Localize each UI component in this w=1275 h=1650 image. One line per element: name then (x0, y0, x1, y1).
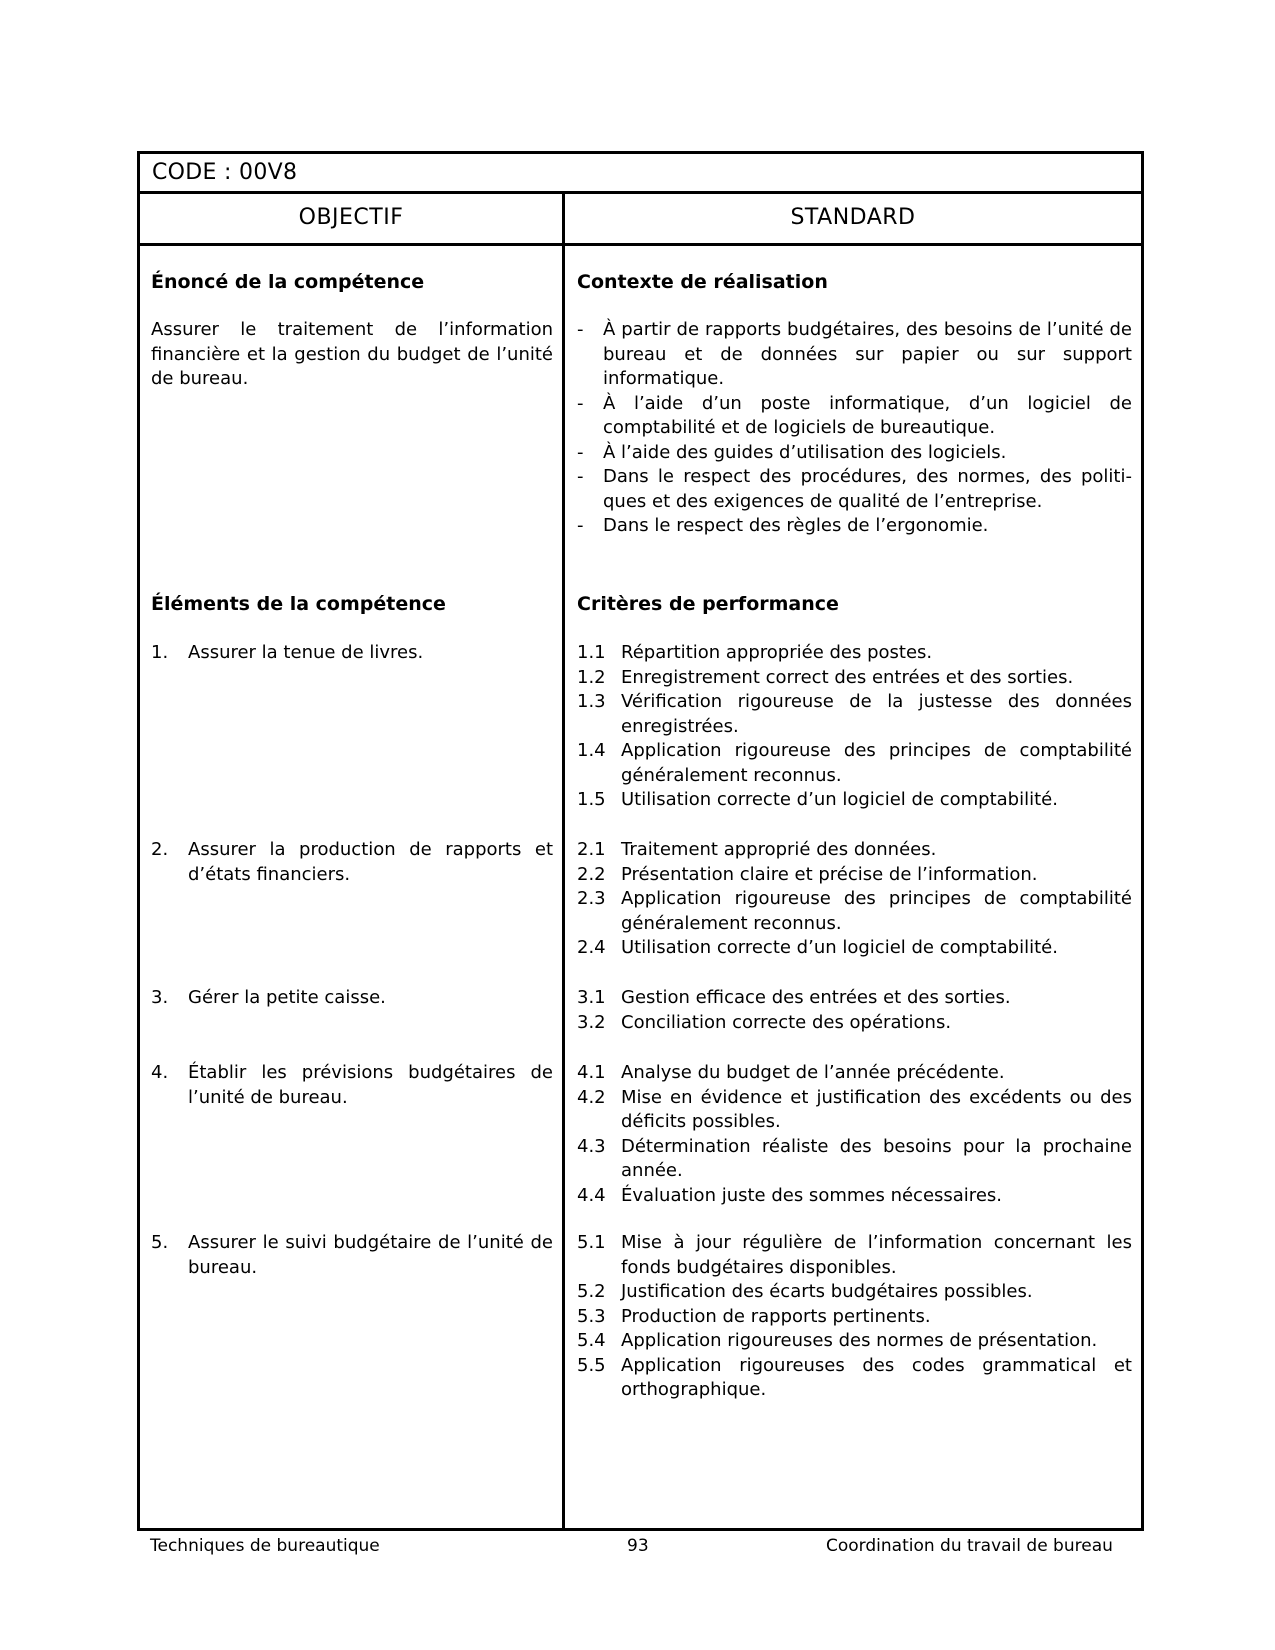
criteres-group-5 (577, 1231, 1132, 1403)
dash-bullet-icon: - (577, 515, 584, 536)
critere-number: 3.1 (577, 987, 606, 1008)
contexte-title: Contexte de réalisation (577, 271, 828, 293)
critere-number: 2.2 (577, 863, 606, 885)
element-text: Gérer la petite caisse. (188, 987, 386, 1008)
critere-item (577, 690, 1132, 739)
contexte-item (577, 441, 1132, 466)
critere-item (577, 666, 1132, 691)
elements-title: Éléments de la compétence (151, 593, 446, 615)
critere-number: 1.1 (577, 642, 606, 663)
critere-item (577, 739, 1132, 788)
critere-number: 4.2 (577, 1086, 606, 1108)
criteres-title: Critères de performance (577, 593, 839, 615)
critere-number: 4.1 (577, 1062, 606, 1083)
critere-item (577, 1280, 1132, 1305)
critere-text: Présentation claire et précise de l’information. (621, 863, 1038, 885)
element-text: Assurer la production de rapports et d’états financiers. (188, 839, 553, 885)
critere-text: Enregistrement correct des entrées et des sorties. (621, 666, 1074, 688)
critere-number: 1.3 (577, 691, 606, 712)
critere-item (577, 887, 1132, 936)
critere-item (577, 1011, 1132, 1036)
critere-number: 1.2 (577, 666, 606, 688)
critere-text: Traitement approprié des données. (621, 839, 937, 860)
element-number: 5. (151, 1232, 169, 1253)
critere-text: Application rigoureuses des normes de présentation. (621, 1330, 1098, 1351)
dash-bullet-icon: - (577, 466, 584, 487)
critere-item (577, 838, 1132, 863)
critere-text: Application rigoureuses des codes grammatical et orthographique. (621, 1354, 1132, 1400)
dash-bullet-icon: - (577, 392, 584, 414)
critere-number: 2.1 (577, 839, 606, 860)
page-number: 93 (627, 1536, 649, 1556)
critere-text: Évaluation juste des sommes nécessaires. (621, 1184, 1002, 1206)
critere-text: Analyse du budget de l’année précédente. (621, 1062, 1005, 1083)
critere-text: Répartition appropriée des postes. (621, 642, 933, 663)
contexte-item (577, 392, 1132, 441)
competency-table (137, 151, 1144, 1531)
critere-text: Conciliation correcte des opérations. (621, 1011, 952, 1033)
critere-number: 5.3 (577, 1305, 606, 1327)
critere-text: Utilisation correcte d’un logiciel de comptabilité. (621, 789, 1058, 810)
critere-item (577, 1061, 1132, 1086)
objectif-column (140, 246, 562, 1528)
standard-header: STANDARD (790, 205, 916, 230)
critere-text: Application rigoureuse des principes de comptabilité généralement reconnus. (621, 888, 1132, 934)
critere-number: 1.4 (577, 740, 606, 761)
critere-item (577, 863, 1132, 888)
standard-column (565, 246, 1141, 1528)
critere-number: 2.3 (577, 888, 606, 909)
critere-text: Mise à jour régulière de l’information concernant les fonds budgétaires disponibles. (621, 1232, 1132, 1278)
critere-item (577, 1086, 1132, 1135)
dash-bullet-icon: - (577, 441, 584, 463)
criteres-group-4 (577, 1061, 1132, 1208)
element-item (151, 838, 553, 887)
contexte-item (577, 465, 1132, 514)
critere-number: 5.2 (577, 1281, 606, 1302)
footer-program-name: Techniques de bureautique (150, 1536, 380, 1556)
element-item (151, 1231, 553, 1280)
contexte-text: Dans le respect des règles de l’ergonomie. (603, 515, 989, 536)
critere-item (577, 1329, 1132, 1354)
critere-item (577, 641, 1132, 666)
element-text: Établir les prévisions budgétaires de l’unité de bureau. (188, 1062, 553, 1108)
criteres-group-2 (577, 838, 1132, 961)
contexte-text: À l’aide des guides d’utilisation des logiciels. (603, 441, 1007, 463)
enonce-text: Assurer le traitement de l’information financière et la gestion du budget de l’unité de bureau. (151, 319, 553, 389)
critere-item (577, 1354, 1132, 1403)
dash-bullet-icon: - (577, 319, 584, 340)
element-number: 1. (151, 642, 169, 663)
code-row: CODE : 00V8 (140, 154, 1141, 194)
element-item (151, 1061, 553, 1110)
header-row (140, 194, 1141, 246)
critere-text: Production de rapports pertinents. (621, 1305, 931, 1327)
objectif-header: OBJECTIF (298, 205, 404, 230)
critere-item (577, 986, 1132, 1011)
critere-item (577, 788, 1132, 813)
critere-text: Application rigoureuse des principes de comptabilité généralement reconnus. (621, 740, 1132, 786)
critere-item (577, 1135, 1132, 1184)
critere-number: 5.4 (577, 1330, 606, 1351)
critere-item (577, 1305, 1132, 1330)
critere-number: 4.3 (577, 1135, 606, 1157)
critere-number: 5.5 (577, 1354, 606, 1376)
critere-text: Justification des écarts budgétaires possibles. (621, 1281, 1033, 1302)
contexte-item (577, 318, 1132, 392)
critere-number: 1.5 (577, 789, 606, 810)
element-number: 4. (151, 1062, 169, 1083)
element-number: 3. (151, 987, 169, 1008)
critere-number: 2.4 (577, 937, 606, 958)
contexte-text: À l’aide d’un poste informatique, d’un logiciel de comptabilité et de logiciels de bureautique. (603, 392, 1132, 438)
critere-item (577, 936, 1132, 961)
enonce-title: Énoncé de la compétence (151, 271, 425, 293)
element-item (151, 986, 553, 1011)
contexte-list (577, 318, 1132, 539)
critere-number: 3.2 (577, 1011, 606, 1033)
critere-text: Vérification rigoureuse de la justesse des données enregistrées. (621, 691, 1132, 737)
critere-text: Mise en évidence et justification des excédents ou des déficits possibles. (621, 1086, 1132, 1132)
contexte-text: À partir de rapports budgétaires, des besoins de l’unité de bureau et de données sur papier ou sur support informatique. (603, 319, 1132, 389)
contexte-item (577, 514, 1132, 539)
critere-item (577, 1231, 1132, 1280)
element-text: Assurer la tenue de livres. (188, 642, 424, 663)
contexte-text: Dans le respect des procédures, des normes, des politi-ques et des exigences de qualité de l’entreprise. (603, 466, 1132, 512)
element-text: Assurer le suivi budgétaire de l’unité de bureau. (188, 1232, 553, 1278)
criteres-group-3 (577, 986, 1132, 1035)
critere-item (577, 1184, 1132, 1209)
critere-number: 5.1 (577, 1232, 606, 1253)
critere-text: Détermination réaliste des besoins pour la prochaine année. (621, 1135, 1132, 1181)
criteres-group-1 (577, 641, 1132, 813)
critere-text: Utilisation correcte d’un logiciel de comptabilité. (621, 937, 1058, 958)
element-number: 2. (151, 839, 169, 860)
critere-number: 4.4 (577, 1184, 606, 1206)
footer-competency-title: Coordination du travail de bureau (826, 1536, 1113, 1556)
critere-text: Gestion efficace des entrées et des sorties. (621, 987, 1011, 1008)
element-item (151, 641, 553, 666)
